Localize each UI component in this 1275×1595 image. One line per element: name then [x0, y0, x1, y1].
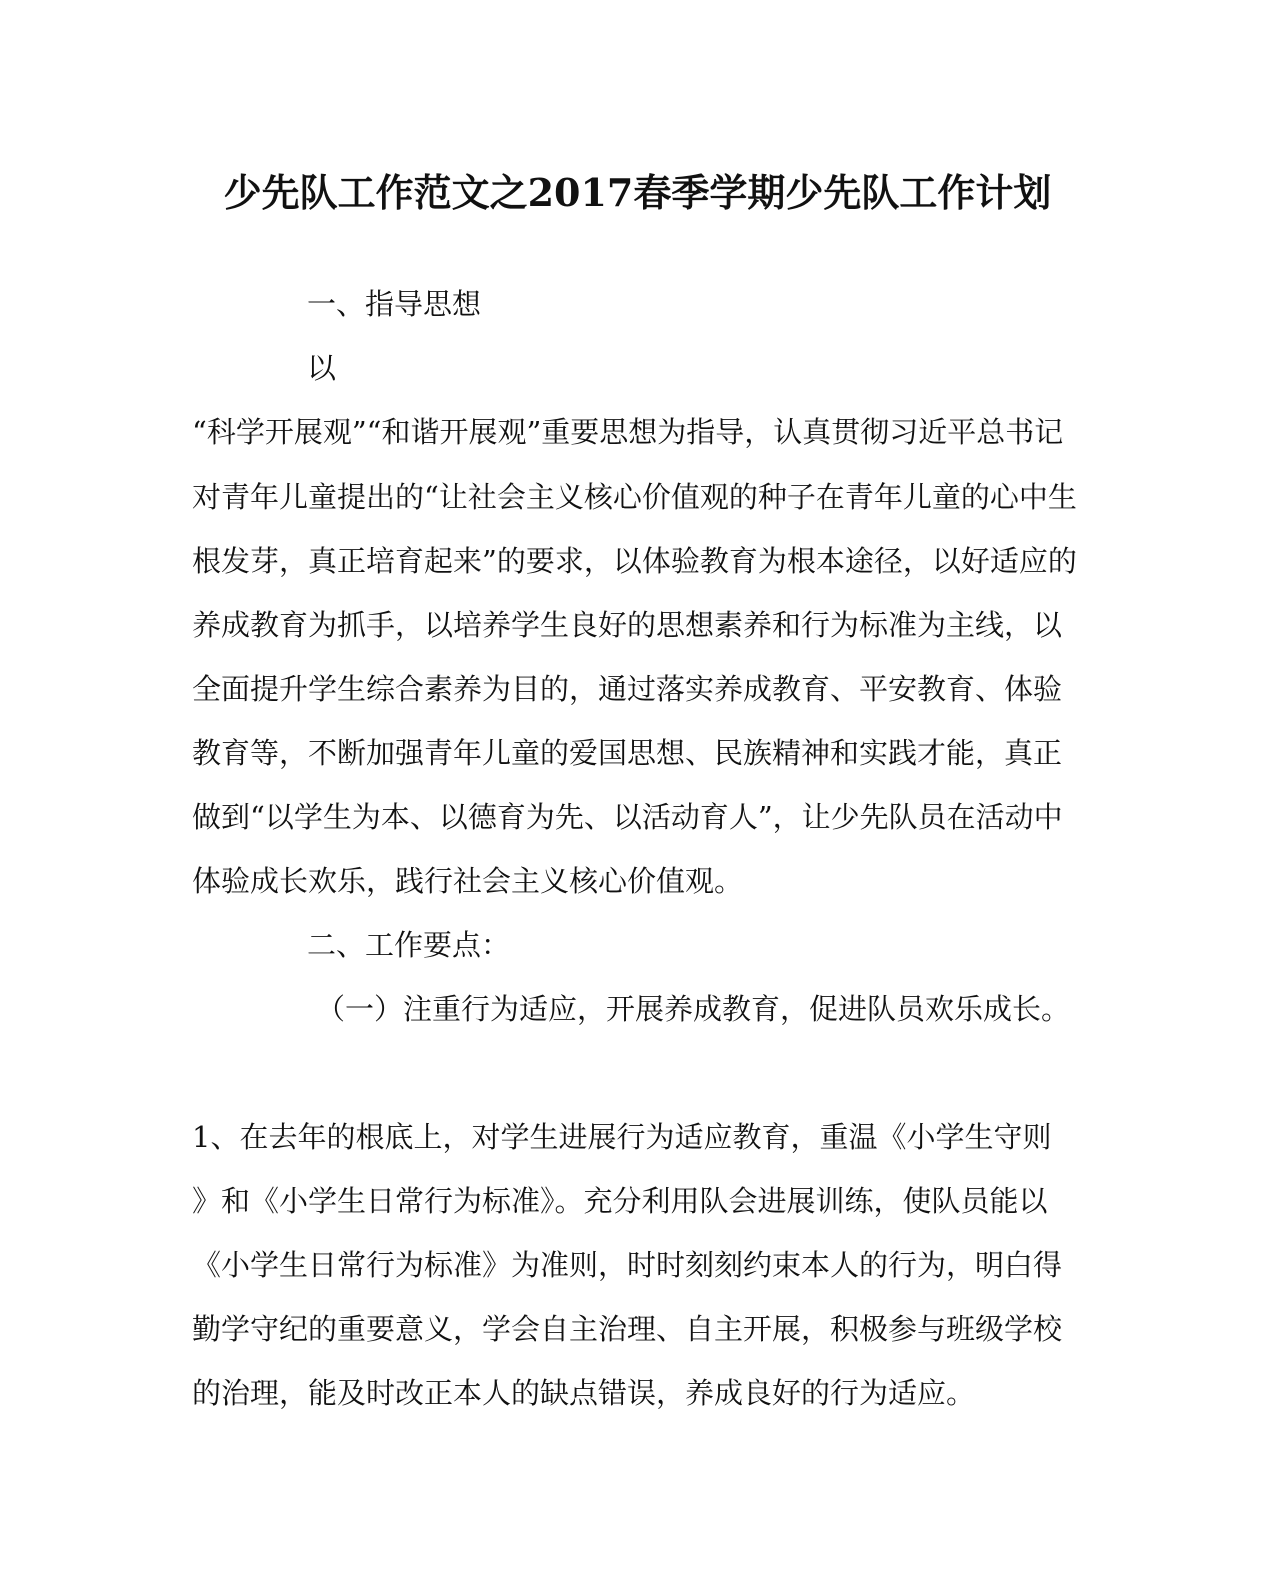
- paragraph-line: 体验成长欢乐，践行社会主义核心价值观。: [192, 864, 744, 898]
- paragraph-line: 以: [307, 351, 337, 385]
- section-heading-work-points: 二、工作要点：: [307, 928, 511, 962]
- paragraph-line: 《小学生日常行为标准》为准则，时时刻刻约束本人的行为，明白得: [192, 1248, 1063, 1282]
- paragraph-line: 1、在去年的根底上，对学生进展行为适应教育，重温《小学生守则: [192, 1120, 1052, 1154]
- paragraph-line: 全面提升学生综合素养为目的，通过落实养成教育、平安教育、体验: [192, 672, 1063, 706]
- paragraph-line: 勤学守纪的重要意义，学会自主治理、自主开展，积极参与班级学校: [192, 1312, 1063, 1346]
- paragraph-line: 的治理，能及时改正本人的缺点错误，养成良好的行为适应。: [192, 1376, 976, 1410]
- document-title: 少先队工作范文之2017春季学期少先队工作计划: [223, 170, 1052, 215]
- paragraph-line: 做到“以学生为本、以德育为先、以活动育人”，让少先队员在活动中: [192, 800, 1063, 834]
- paragraph-line: 教育等，不断加强青年儿童的爱国思想、民族精神和实践才能，真正: [192, 736, 1063, 770]
- paragraph-line: 养成教育为抓手，以培养学生良好的思想素养和行为标准为主线，以: [192, 608, 1063, 642]
- paragraph-line: 根发芽，真正培育起来”的要求，以体验教育为根本途径，以好适应的: [192, 544, 1077, 578]
- section-heading-guiding-thought: 一、指导思想: [307, 287, 482, 321]
- paragraph-line: “科学开展观”“和谐开展观”重要思想为指导，认真贯彻习近平总书记: [192, 415, 1064, 449]
- paragraph-line: 对青年儿童提出的“让社会主义核心价值观的种子在青年儿童的心中生: [192, 480, 1077, 514]
- paragraph-line: 》和《小学生日常行为标准》。充分利用队会进展训练，使队员能以: [192, 1184, 1048, 1218]
- subsection-heading: （一）注重行为适应，开展养成教育，促进队员欢乐成长。: [316, 992, 1071, 1026]
